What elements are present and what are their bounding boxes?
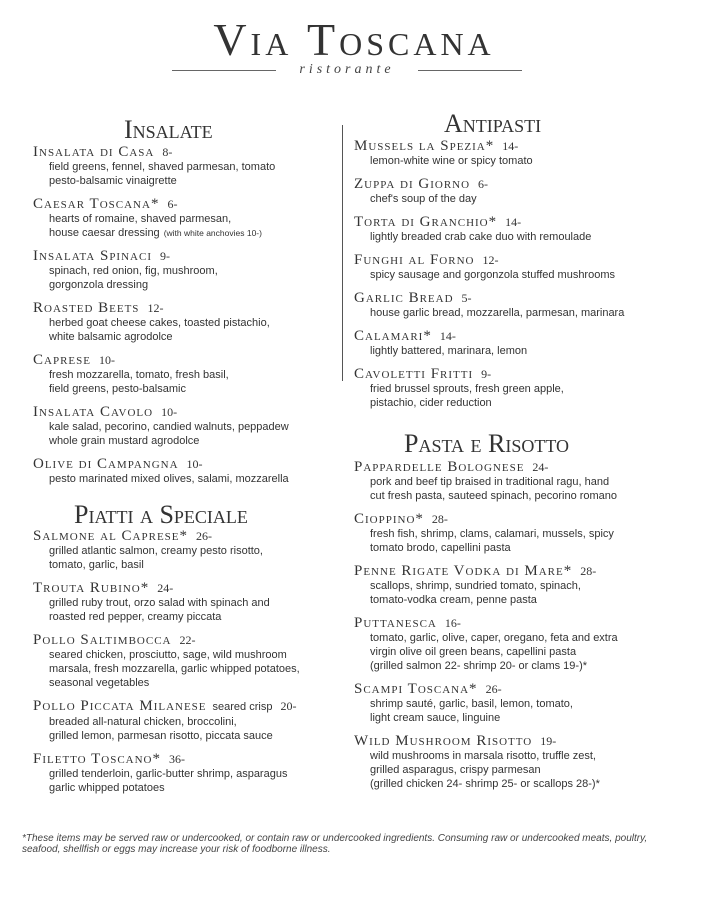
menu-item-header	[354, 252, 684, 268]
menu-item-description-text: lemon-white wine or spicy tomato	[370, 155, 533, 167]
section-title-speciale: Piatti a Speciale	[74, 500, 248, 529]
menu-item-header	[354, 459, 684, 475]
menu-item-header	[33, 580, 343, 596]
menu-item-description	[33, 174, 333, 188]
menu-item-calamari	[354, 328, 684, 358]
menu-item-price: 36-	[169, 752, 185, 766]
section-antipasti	[354, 138, 684, 418]
menu-item-scampi-toscana	[354, 681, 684, 725]
menu-item-description-text: tomato, garlic, basil	[49, 559, 144, 571]
menu-item-description-text: spinach, red onion, fig, mushroom,	[49, 265, 218, 277]
section-insalate	[33, 144, 333, 494]
menu-item-zuppa-di-giorno	[354, 176, 684, 206]
menu-item-header	[33, 698, 343, 715]
menu-item-header	[33, 751, 343, 767]
menu-item-description	[354, 631, 684, 645]
menu-item-description	[33, 316, 333, 330]
menu-item-description	[354, 579, 684, 593]
menu-item-garlic-bread	[354, 290, 684, 320]
restaurant-subtitle: ristorante	[299, 62, 395, 77]
menu-item-description-text: field greens, fennel, shaved parmesan, tomato	[49, 161, 276, 173]
menu-item-name: Funghi al Forno	[354, 252, 475, 268]
menu-item-header	[33, 196, 333, 212]
menu-item-name: Caesar Toscana*	[33, 196, 160, 212]
menu-item-description-text: chef's soup of the day	[370, 193, 477, 205]
menu-item-price: 28-	[580, 564, 597, 578]
menu-item-description-text: tomato-vodka cream, penne pasta	[370, 594, 537, 606]
menu-item-description-text: marsala, fresh mozzarella, garlic whipped potatoes,	[49, 663, 300, 675]
menu-item-wild-mushroom-risotto	[354, 733, 684, 791]
menu-item-description	[33, 558, 343, 572]
menu-item-description-text: wild mushrooms in marsala risotto, truffle zest,	[370, 750, 596, 762]
menu-item-description	[33, 264, 333, 278]
menu-item-header	[354, 511, 684, 527]
menu-item-price: 19-	[540, 734, 557, 748]
menu-item-description-text: grilled atlantic salmon, creamy pesto risotto,	[49, 545, 263, 557]
menu-item-description-text: fresh mozzarella, tomato, fresh basil,	[49, 369, 229, 381]
menu-item-description	[33, 212, 333, 226]
menu-item-pollo-saltimbocca	[33, 632, 343, 690]
menu-item-price: 20-	[280, 699, 297, 713]
menu-item-funghi-al-forno	[354, 252, 684, 282]
menu-item-description	[33, 767, 343, 781]
menu-item-price: 12-	[147, 301, 164, 315]
menu-item-description	[354, 475, 684, 489]
menu-item-price: 5-	[461, 291, 472, 305]
menu-item-description	[33, 472, 333, 486]
menu-item-penne-rigate-vodka-di-mare	[354, 563, 684, 607]
menu-item-description	[354, 659, 684, 673]
menu-item-description	[33, 382, 333, 396]
menu-item-name: Wild Mushroom Risotto	[354, 733, 533, 749]
menu-item-price: 6-	[478, 177, 489, 191]
menu-item-header	[354, 214, 684, 230]
menu-item-description-text: field greens, pesto-balsamic	[49, 383, 186, 395]
menu-item-description-text: roasted red pepper, creamy piccata	[49, 611, 222, 623]
menu-item-inline-note: seared crisp	[212, 701, 273, 713]
menu-item-description	[33, 226, 333, 240]
menu-item-description-text: house garlic bread, mozzarella, parmesan, marinara	[370, 307, 625, 319]
menu-item-olive-di-campangna	[33, 456, 333, 486]
menu-item-description-text: garlic whipped potatoes	[49, 782, 165, 794]
menu-item-description-text: hearts of romaine, shaved parmesan,	[49, 213, 232, 225]
menu-item-description	[33, 544, 343, 558]
menu-item-description	[354, 230, 684, 244]
menu-item-name: Insalata Cavolo	[33, 404, 154, 420]
menu-item-description	[33, 610, 343, 624]
menu-item-description-text: herbed goat cheese cakes, toasted pistachio,	[49, 317, 270, 329]
menu-item-description	[354, 396, 684, 410]
menu-item-caprese	[33, 352, 333, 396]
menu-item-mussels-la-spezia	[354, 138, 684, 168]
menu-item-header	[354, 290, 684, 306]
menu-item-description-text: pesto-balsamic vinaigrette	[49, 175, 177, 187]
menu-item-description	[33, 420, 333, 434]
subtitle-rule-right	[418, 70, 522, 71]
menu-item-description	[354, 527, 684, 541]
menu-item-description	[354, 763, 684, 777]
menu-item-header	[33, 456, 333, 472]
menu-item-description	[354, 382, 684, 396]
menu-item-description-text: grilled lemon, parmesan risotto, piccata sauce	[49, 730, 273, 742]
menu-item-torta-di-granchio	[354, 214, 684, 244]
menu-item-description	[354, 489, 684, 503]
menu-item-description	[354, 645, 684, 659]
menu-item-price: 8-	[162, 145, 173, 159]
menu-item-description-text: pistachio, cider reduction	[370, 397, 492, 409]
menu-item-name: Pollo Piccata Milanese	[33, 698, 207, 714]
menu-item-header	[33, 300, 333, 316]
menu-item-header	[33, 632, 343, 648]
menu-item-name: Scampi Toscana*	[354, 681, 478, 697]
menu-item-description-text: seared chicken, prosciutto, sage, wild mushroom	[49, 649, 287, 661]
menu-item-description	[354, 192, 684, 206]
menu-item-description	[33, 160, 333, 174]
menu-item-description-text: cut fresh pasta, sauteed spinach, pecorino romano	[370, 490, 618, 502]
menu-item-header	[354, 563, 684, 579]
menu-item-description-text: lightly battered, marinara, lemon	[370, 345, 528, 357]
restaurant-title: Via Toscana	[213, 14, 495, 65]
menu-item-description-text: scallops, shrimp, sundried tomato, spinach,	[370, 580, 581, 592]
menu-item-description-text: (grilled salmon 22- shrimp 20- or clams 19-)*	[370, 660, 588, 672]
menu-item-name: Filetto Toscano*	[33, 751, 161, 767]
menu-item-description	[354, 154, 684, 168]
menu-item-name: Garlic Bread	[354, 290, 454, 306]
menu-item-header	[354, 366, 684, 382]
menu-item-description	[354, 777, 684, 791]
menu-item-description-text: virgin olive oil green beans, capellini pasta	[370, 646, 577, 658]
menu-item-filetto-toscano	[33, 751, 343, 795]
menu-item-description	[33, 729, 343, 743]
footer-disclaimer: *These items may be served raw or undercooked, or contain raw or undercooked ingredients. Consuming raw or undercooked meats, poultry, seafood, shellfish or eggs may increase your risk of foodborne illness.	[22, 833, 648, 855]
menu-item-description	[354, 697, 684, 711]
menu-item-insalata-di-casa	[33, 144, 333, 188]
menu-item-header	[33, 404, 333, 420]
menu-item-description	[33, 715, 343, 729]
menu-item-description	[354, 593, 684, 607]
subtitle-row	[172, 62, 522, 78]
menu-item-name: Pappardelle Bolognese	[354, 459, 525, 475]
menu-item-price: 9-	[160, 249, 170, 263]
menu-item-name: Puttanesca	[354, 615, 437, 631]
menu-item-description-text: white balsamic agrodolce	[49, 331, 173, 343]
menu-item-price: 10-	[186, 457, 203, 471]
menu-item-price: 28-	[431, 512, 448, 526]
menu-item-description-text: breaded all-natural chicken, broccolini,	[49, 716, 237, 728]
menu-item-price: 10-	[98, 353, 115, 367]
menu-item-header	[354, 615, 684, 631]
menu-item-insalata-cavolo	[33, 404, 333, 448]
menu-item-header	[354, 176, 684, 192]
section-title-antipasti: Antipasti	[444, 109, 542, 138]
menu-item-description-text: seasonal vegetables	[49, 677, 150, 689]
menu-item-header	[33, 528, 343, 544]
menu-item-description	[33, 781, 343, 795]
menu-item-description	[354, 268, 684, 282]
menu-item-name: Cioppino*	[354, 511, 424, 527]
menu-item-name: Salmone al Caprese*	[33, 528, 189, 544]
menu-item-name: Insalata di Casa	[33, 144, 155, 160]
menu-item-name: Zuppa di Giorno	[354, 176, 471, 192]
menu-item-name: Caprese	[33, 352, 91, 368]
menu-item-price: 14-	[505, 215, 522, 229]
menu-item-caesar-toscana	[33, 196, 333, 240]
menu-item-price: 9-	[481, 367, 492, 381]
menu-item-description	[33, 434, 333, 448]
menu-item-description	[354, 711, 684, 725]
menu-item-name: Roasted Beets	[33, 300, 140, 316]
menu-item-name: Pollo Saltimbocca	[33, 632, 172, 648]
section-title-pasta: Pasta e Risotto	[404, 429, 570, 458]
menu-item-name: Penne Rigate Vodka di Mare*	[354, 563, 573, 579]
menu-item-cavoletti-fritti	[354, 366, 684, 410]
menu-item-description-text: shrimp sauté, garlic, basil, lemon, tomato,	[370, 698, 573, 710]
menu-item-description-text: kale salad, pecorino, candied walnuts, peppadew	[49, 421, 289, 433]
menu-item-name: Mussels la Spezia*	[354, 138, 495, 154]
menu-item-description-text: lightly breaded crab cake duo with remoulade	[370, 231, 592, 243]
menu-item-header	[33, 248, 333, 264]
menu-item-description-text: spicy sausage and gorgonzola stuffed mushrooms	[370, 269, 615, 281]
menu-item-description	[354, 541, 684, 555]
section-title-insalate: Insalate	[124, 115, 213, 144]
menu-item-name: Calamari*	[354, 328, 432, 344]
menu-item-price: 22-	[179, 633, 196, 647]
menu-item-description	[354, 344, 684, 358]
section-speciale	[33, 528, 343, 803]
menu-item-description-text: (grilled chicken 24- shrimp 25- or scallops 28-)*	[370, 778, 600, 790]
menu-item-description-text: fresh fish, shrimp, clams, calamari, mussels, spicy	[370, 528, 614, 540]
menu-item-description-text: gorgonzola dressing	[49, 279, 149, 291]
menu-item-name: Cavoletti Fritti	[354, 366, 474, 382]
menu-item-header	[354, 328, 684, 344]
menu-item-description	[33, 662, 343, 676]
menu-item-price: 26-	[196, 529, 213, 543]
menu-item-description	[354, 749, 684, 763]
menu-item-description-text: grilled tenderloin, garlic-butter shrimp, asparagus	[49, 768, 288, 780]
menu-item-price: 24-	[157, 581, 174, 595]
menu-item-price: 14-	[439, 329, 456, 343]
menu-item-pollo-piccata-milanese	[33, 698, 343, 743]
menu-item-description-text: tomato, garlic, olive, caper, oregano, feta and extra	[370, 632, 618, 644]
menu-item-price: 12-	[482, 253, 499, 267]
menu-item-header	[33, 352, 333, 368]
menu-item-description-text: pesto marinated mixed olives, salami, mozzarella	[49, 473, 289, 485]
menu-item-puttanesca	[354, 615, 684, 673]
menu-item-description	[33, 596, 343, 610]
menu-item-description	[33, 676, 343, 690]
menu-item-name: Insalata Spinaci	[33, 248, 152, 264]
section-pasta	[354, 459, 684, 799]
menu-item-price: 6-	[167, 197, 178, 211]
menu-item-cioppino	[354, 511, 684, 555]
menu-item-roasted-beets	[33, 300, 333, 344]
column-divider	[342, 125, 343, 381]
menu-item-price: 24-	[532, 460, 549, 474]
menu-item-header	[354, 681, 684, 697]
menu-item-price: 14-	[502, 139, 519, 153]
menu-item-header	[33, 144, 333, 160]
menu-item-price: 10-	[161, 405, 178, 419]
menu-item-description	[354, 306, 684, 320]
menu-item-description	[33, 330, 333, 344]
menu-item-salmone-al-caprese	[33, 528, 343, 572]
menu-item-name: Trouta Rubino*	[33, 580, 150, 596]
menu-item-description-text: tomato brodo, capellini pasta	[370, 542, 511, 554]
menu-item-description-text: whole grain mustard agrodolce	[49, 435, 200, 447]
menu-item-header	[354, 138, 684, 154]
menu-item-insalata-spinaci	[33, 248, 333, 292]
menu-item-description-text: light cream sauce, linguine	[370, 712, 501, 724]
menu-item-pappardelle-bolognese	[354, 459, 684, 503]
menu-item-description	[33, 368, 333, 382]
menu-item-description-text: pork and beef tip braised in traditional ragu, hand	[370, 476, 610, 488]
menu-item-name: Torta di Granchio*	[354, 214, 498, 230]
menu-item-description	[33, 278, 333, 292]
menu-item-description	[33, 648, 343, 662]
subtitle-rule-left	[172, 70, 276, 71]
menu-item-header	[354, 733, 684, 749]
menu-item-description-text: house caesar dressing	[49, 227, 160, 239]
menu-item-description-text: fried brussel sprouts, fresh green apple,	[370, 383, 564, 395]
menu-item-name: Olive di Campangna	[33, 456, 179, 472]
menu-item-description-text: grilled ruby trout, orzo salad with spinach and	[49, 597, 270, 609]
menu-item-description-text: grilled asparagus, crispy parmesan	[370, 764, 541, 776]
menu-item-price: 26-	[485, 682, 502, 696]
menu-item-trouta-rubino	[33, 580, 343, 624]
menu-item-note: (with white anchovies 10-)	[163, 228, 262, 238]
menu-item-price: 16-	[444, 616, 461, 630]
